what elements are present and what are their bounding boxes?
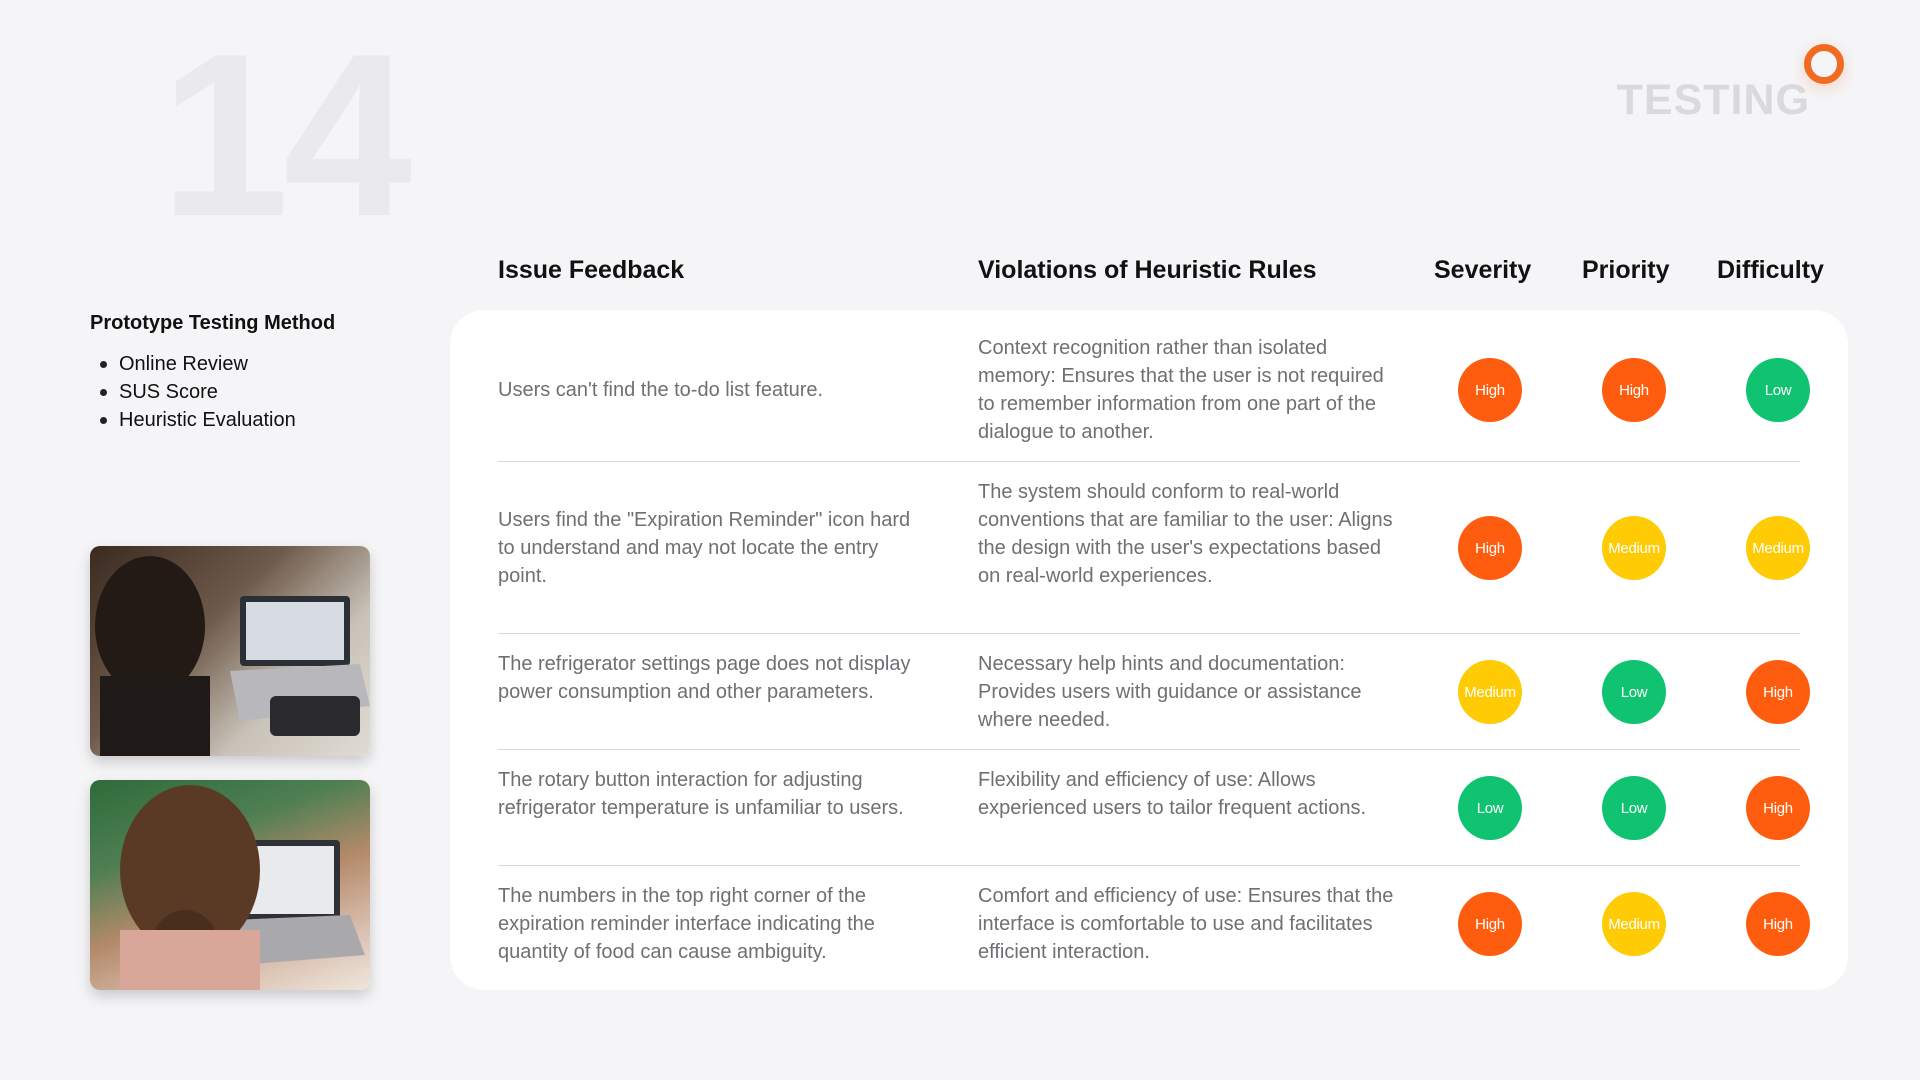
page-number: 14 (160, 6, 407, 265)
issue-text: The refrigerator settings page does not display power consumption and other parameters. (498, 653, 911, 703)
severity-badge: Medium (1458, 660, 1522, 724)
bullet-icon (100, 417, 107, 424)
header-issue-feedback: Issue Feedback (498, 256, 685, 284)
section-label: TESTING (1616, 76, 1810, 124)
method-item (100, 406, 296, 434)
table-row (498, 866, 1800, 990)
priority-badge: High (1602, 358, 1666, 422)
difficulty-badge: Medium (1746, 516, 1810, 580)
rule-text: Context recognition rather than isolated memory: Ensures that the user is not required to remember information from one part of the dialogue to another. (978, 337, 1384, 443)
table-row (498, 462, 1804, 634)
severity-badge: High (1458, 358, 1522, 422)
bullet-icon (100, 389, 107, 396)
difficulty-badge: High (1746, 892, 1810, 956)
table-row (498, 634, 1800, 750)
bullet-icon (100, 361, 107, 368)
rule-text: Necessary help hints and documentation: Provides users with guidance or assistance where needed. (978, 653, 1362, 731)
method-item (100, 350, 296, 378)
issue-text: Users find the "Expiration Reminder" icon hard to understand and may not locate the entry point. (498, 509, 911, 587)
issue-text: Users can't find the to-do list feature. (498, 379, 824, 401)
header-difficulty: Difficulty (1717, 256, 1824, 284)
method-list (100, 350, 296, 434)
rule-text: Comfort and efficiency of use: Ensures that the interface is comfortable to use and facilitates efficient interaction. (978, 885, 1394, 963)
method-item-label: Heuristic Evaluation (119, 409, 296, 431)
method-item (100, 378, 296, 406)
severity-badge: High (1458, 516, 1522, 580)
difficulty-badge: High (1746, 660, 1810, 724)
header-severity: Severity (1434, 256, 1532, 284)
difficulty-badge: Low (1746, 358, 1810, 422)
user-testing-photo (90, 780, 370, 990)
method-title: Prototype Testing Method (90, 312, 336, 334)
priority-badge: Medium (1602, 892, 1666, 956)
table-row (498, 750, 1800, 866)
issues-table (450, 310, 1848, 990)
rule-text: The system should conform to real-world conventions that are familiar to the user: Aligns the design with the user's expectations based on real-world experiences. (978, 481, 1393, 587)
header-heuristic-rules: Violations of Heuristic Rules (978, 256, 1317, 284)
severity-badge: High (1458, 892, 1522, 956)
difficulty-badge: High (1746, 776, 1810, 840)
accent-ring-icon (1804, 44, 1844, 84)
priority-badge: Low (1602, 776, 1666, 840)
method-item-label: SUS Score (119, 381, 218, 403)
priority-badge: Medium (1602, 516, 1666, 580)
method-item-label: Online Review (119, 353, 248, 375)
table-row (498, 310, 1800, 462)
priority-badge: Low (1602, 660, 1666, 724)
issue-text: The rotary button interaction for adjusting refrigerator temperature is unfamiliar to users. (498, 769, 904, 819)
severity-badge: Low (1458, 776, 1522, 840)
user-testing-photo (90, 546, 370, 756)
header-priority: Priority (1582, 256, 1670, 284)
rule-text: Flexibility and efficiency of use: Allows experienced users to tailor frequent actions. (978, 769, 1366, 819)
issue-text: The numbers in the top right corner of the expiration reminder interface indicating the quantity of food can cause ambiguity. (498, 885, 875, 963)
